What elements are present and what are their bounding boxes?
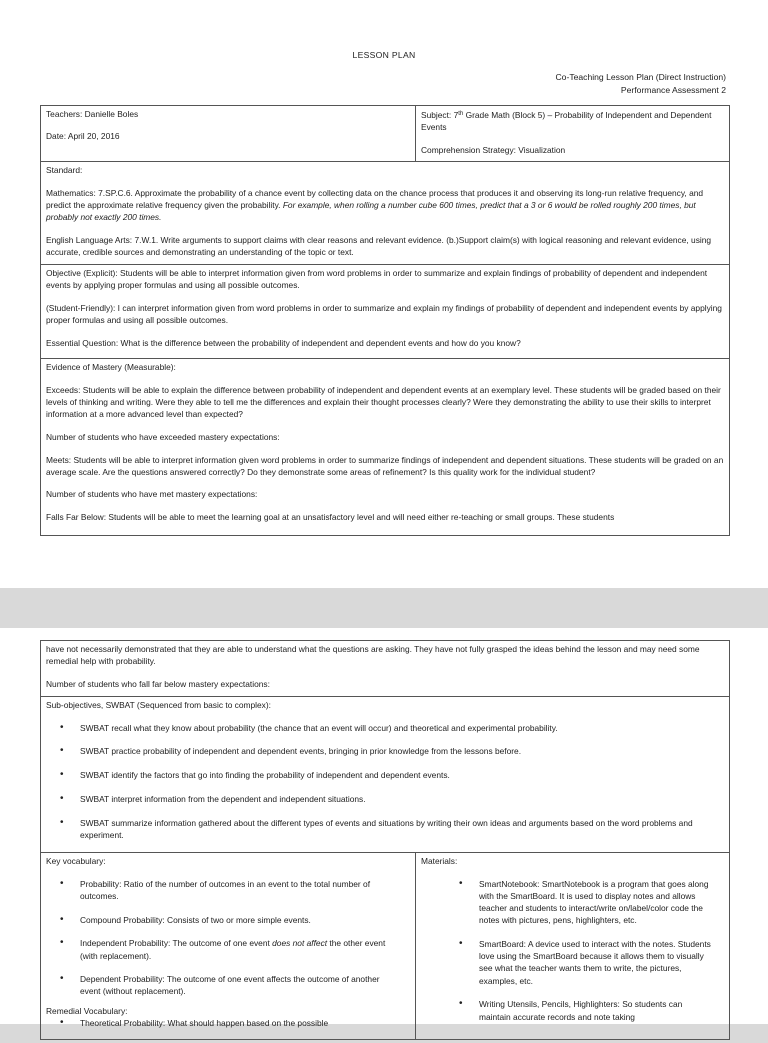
subject-cell xyxy=(416,106,730,159)
material-item: • SmartBoard: A device used to interact with the notes. Students love using the SmartBoard because it allows them to visually see what the teacher wants them to write, the pictures, examples, etc. xyxy=(479,938,711,987)
below-count-label: Number of students who fall far below mastery expectations: xyxy=(46,678,270,689)
ela-standard: English Language Arts: 7.W.1. Write arguments to support claims with clear reasons and relevant evidence. (b.)Support claim(s) with logical reasoning and relevant evidence, using accurate, credible sources and demonstrating an understanding of the topic or text. xyxy=(46,234,712,258)
standard-heading: Standard: xyxy=(46,165,83,175)
materials-list xyxy=(421,878,725,1023)
subobjective-item: • SWBAT recall what they know about probability (the chance that an event will occur) and theoretical and experimental probability. xyxy=(80,722,704,734)
vocab-dependent: • Dependent Probability: The outcome of one event affects the outcome of another event (without replacement). xyxy=(80,973,388,997)
vocab-probability: • Probability: Ratio of the number of outcomes in an event to the total number of outcomes. xyxy=(80,878,388,902)
remedial-heading: Remedial Vocabulary: xyxy=(46,1006,128,1017)
materials-section xyxy=(416,853,730,1036)
material-item: • SmartNotebook: SmartNotebook is a program that goes along with the SmartBoard. It is used to display notes and allows teacher and students to interact/write on/label/color code the notes with pictures, pens, highlighters, etc. xyxy=(479,878,711,927)
comprehension-strategy: Comprehension Strategy: Visualization xyxy=(421,145,566,156)
vocabulary-heading: Key vocabulary: xyxy=(46,856,106,866)
vocabulary-list xyxy=(46,878,410,998)
exceeded-count-label: Number of students who have exceeded mastery expectations: xyxy=(46,431,280,442)
objective-student-friendly: (Student-Friendly): I can interpret information given from word problems in order to summarize and explain my findings of probability of dependent and independent events by applying proper formulas and using all possible outcomes. xyxy=(46,302,722,326)
teachers-cell xyxy=(41,106,415,144)
objective-section xyxy=(41,265,729,362)
subobjective-item: • SWBAT interpret information from the dependent and independent situations. xyxy=(80,793,704,805)
assessment-label: Performance Assessment 2 xyxy=(620,85,726,95)
vocab-compound: • Compound Probability: Consists of two or more simple events. xyxy=(80,914,388,926)
evidence-heading: Evidence of Mastery (Measurable): xyxy=(46,362,176,372)
evidence-falls-far-below: Falls Far Below: Students will be able to meet the learning goal at an unsatisfactory level and will need either re-teaching or small groups. These students xyxy=(46,512,615,523)
evidence-continued xyxy=(41,641,729,703)
subobjectives-section xyxy=(41,697,729,854)
evidence-falls-continued: have not necessarily demonstrated that they are able to understand what the questions are asking. They have not fully grasped the ideas behind the lesson and may need some remedial help with probability. xyxy=(46,644,700,667)
evidence-section xyxy=(41,359,729,536)
subobjectives-list xyxy=(46,722,724,841)
objective-explicit: Objective (Explicit): Students will be able to interpret information given from word problems in order to summarize and explain findings of probability of dependent and independent events by applying proper formulas and using all possible outcomes. xyxy=(46,268,708,291)
vocab-theoretical: • Theoretical Probability: What should happen based on the possible xyxy=(80,1017,388,1029)
math-standard: Mathematics: 7.SP.C.6. Approximate the probability of a chance event by collecting data on the chance process that produces it and observing its long-run relative frequency, and predict the approximate relative frequency given the probability. For example, when rolling a number cube 600 times, predict that a 3 or 6 would be rolled roughly 200 times, but probably not exactly 200 times. xyxy=(46,187,704,223)
teachers: Teachers: Danielle Boles xyxy=(46,109,139,119)
subobjective-item: • SWBAT identify the factors that go into finding the probability of independent and dependent events. xyxy=(80,769,704,781)
evidence-exceeds: Exceeds: Students will be able to explain the difference between probability of independent and dependent events at an exemplary level. These students will be graded based on their levels of thinking and writing. Were they able to tell me the differences and explain their thought processes clearly? Were they demonstrating the ability to use their skills to interpret information at a more advanced level than expected? xyxy=(46,384,721,420)
lesson-table-page1 xyxy=(40,105,730,536)
vocab-independent: • Independent Probability: The outcome of one event does not affect the other event (with replacement). xyxy=(80,937,388,961)
essential-question: Essential Question: What is the difference between the probability of independent and dependent events and how do you know? xyxy=(46,337,521,348)
page-2 xyxy=(0,628,768,1029)
remedial-list xyxy=(46,1017,410,1029)
lesson-table-page2 xyxy=(40,640,730,1040)
materials-heading: Materials: xyxy=(421,856,458,866)
material-item: • Writing Utensils, Pencils, Highlighters: So students can maintain accurate records and note taking xyxy=(479,998,711,1022)
subobjectives-heading: Sub-objectives, SWBAT (Sequenced from basic to complex): xyxy=(46,700,271,710)
document-title: LESSON PLAN xyxy=(352,50,416,60)
evidence-meets: Meets: Students will be able to interpret information given word problems in order to summarize findings of independent and dependent situations. These students will be graded on an average scale. Are the questions answered correctly? Do they demonstrate some areas of refinement? Is this quality work for the individual student? xyxy=(46,454,724,477)
vocabulary-section xyxy=(41,853,415,1043)
plan-type: Co-Teaching Lesson Plan (Direct Instruction) xyxy=(555,72,726,82)
subobjective-item: • SWBAT practice probability of independent and dependent events, bringing in prior knowledge from the lessons before. xyxy=(80,745,704,757)
subobjective-item: • SWBAT summarize information gathered about the different types of events and situations by writing their own ideas and arguments based on the word problems and experiment. xyxy=(80,817,704,841)
date: Date: April 20, 2016 xyxy=(46,131,120,142)
subject: Subject: 7th Grade Math (Block 5) – Probability of Independent and Dependent Events xyxy=(421,110,712,133)
standard-section xyxy=(41,162,729,271)
met-count-label: Number of students who have met mastery expectations: xyxy=(46,489,258,500)
